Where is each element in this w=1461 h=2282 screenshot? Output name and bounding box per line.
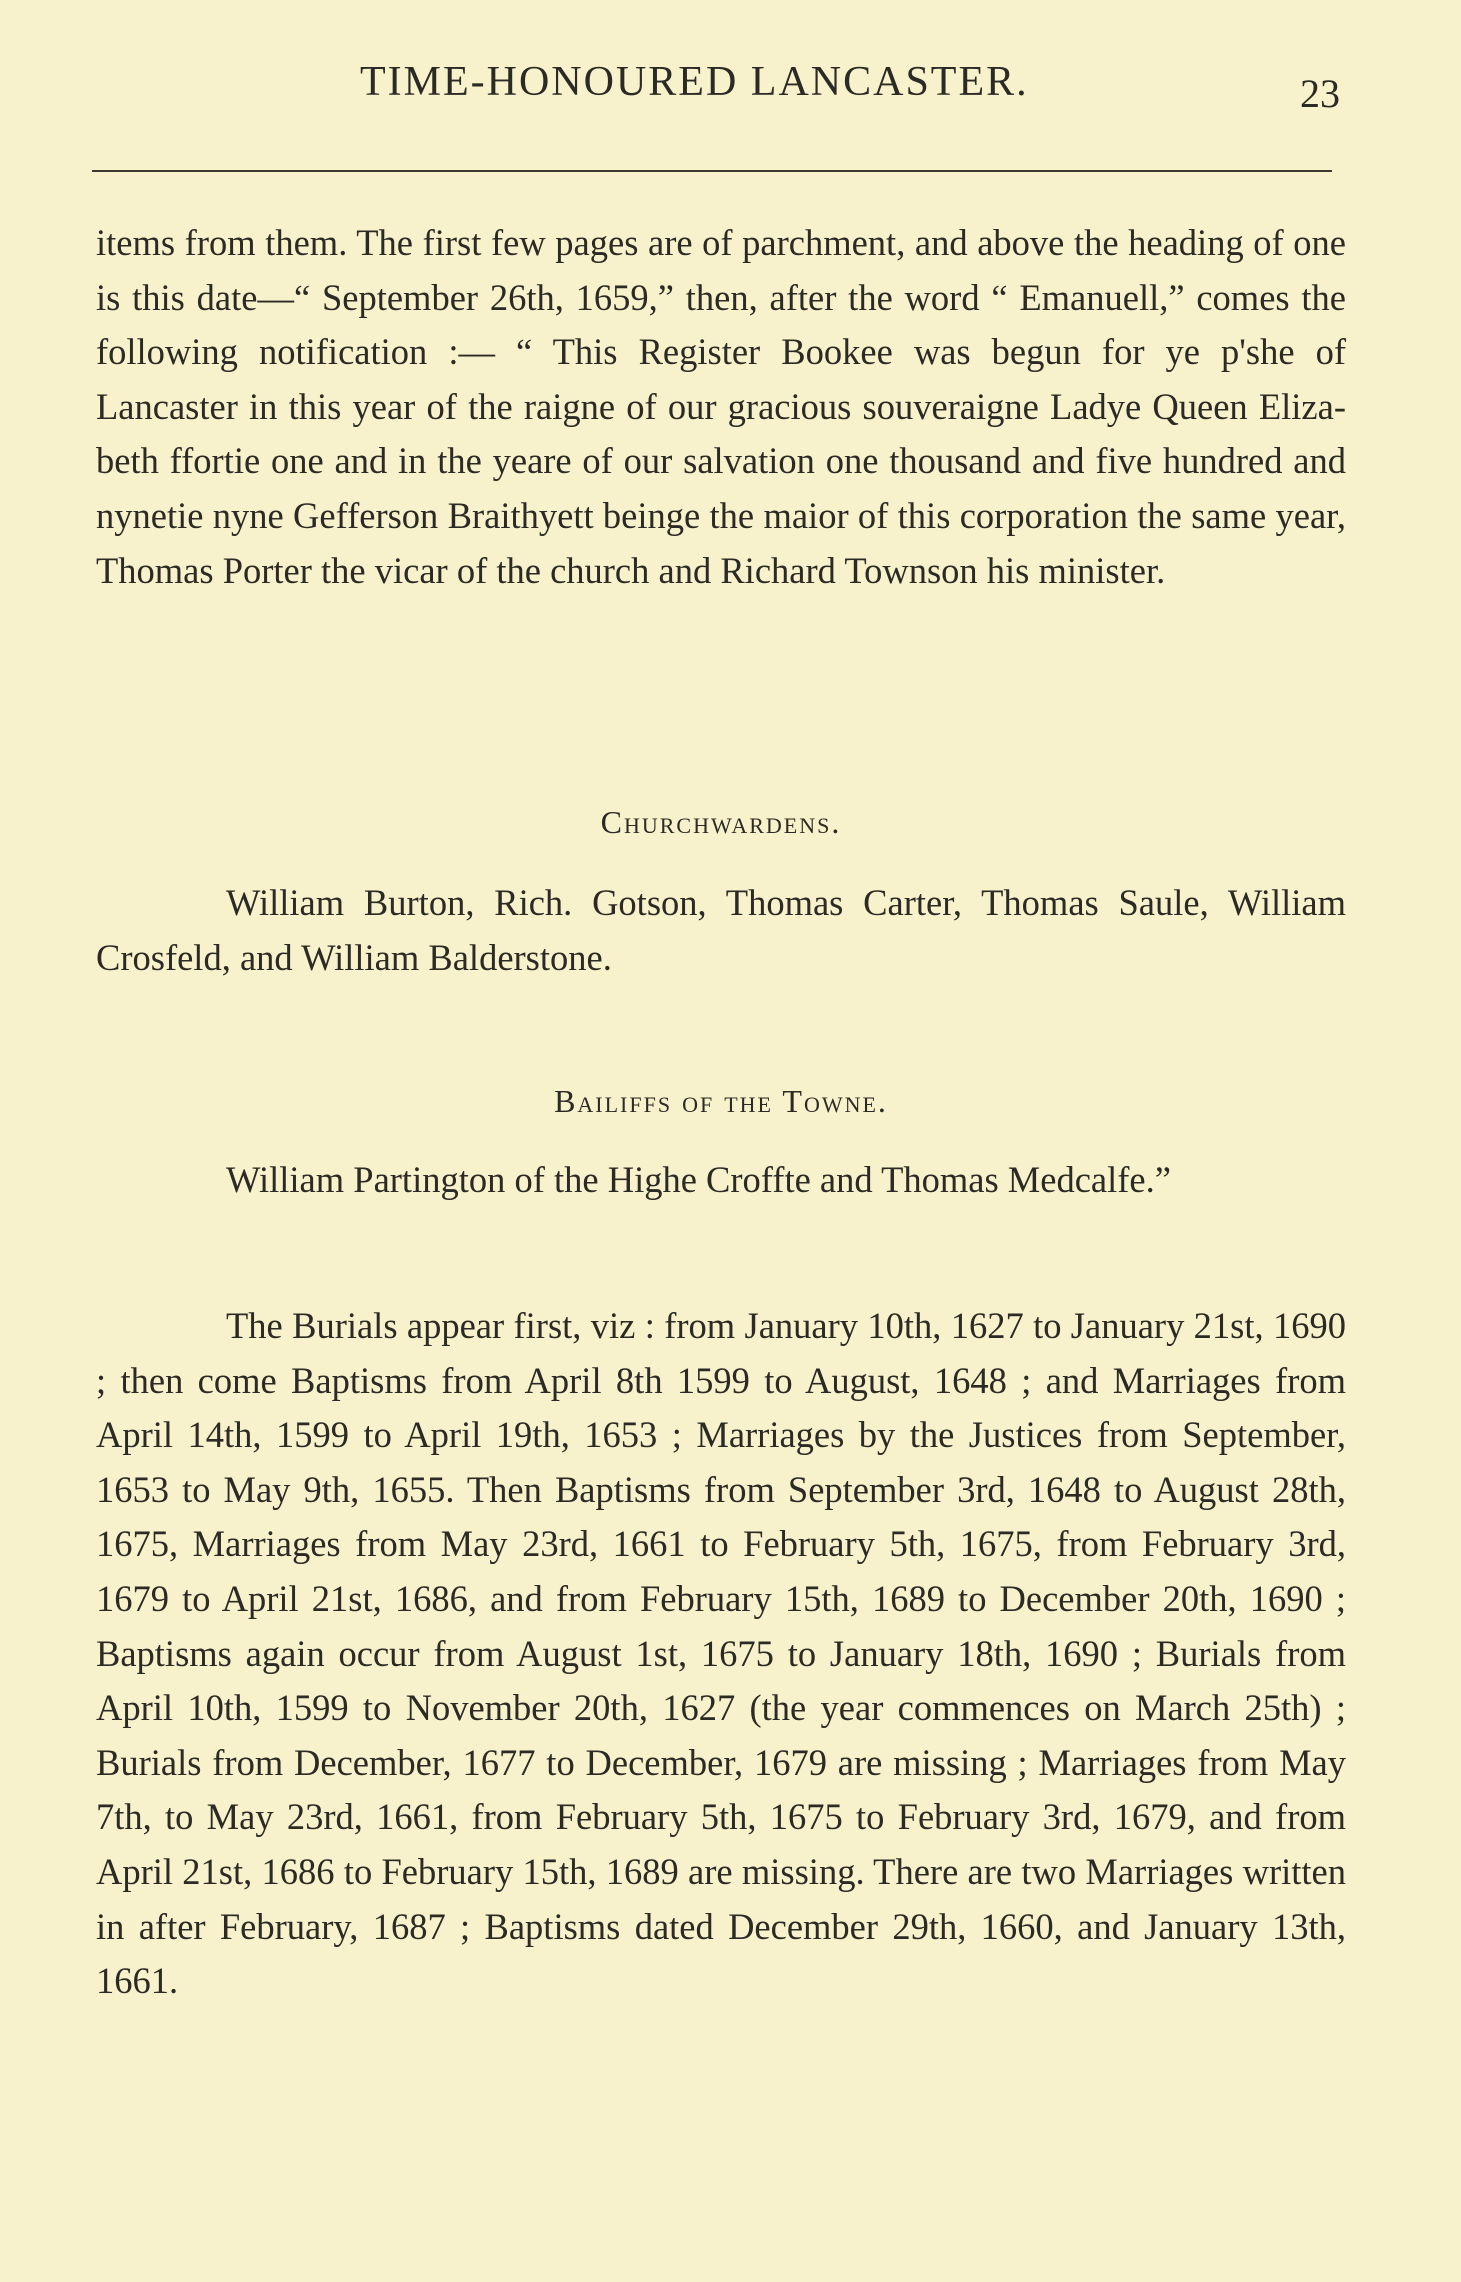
page-number: 23 bbox=[1300, 71, 1340, 116]
paragraph-bailiffs: William Partington of the Highe Croffte and Thomas Medcalfe.” bbox=[226, 1159, 1171, 1200]
heading-churchwardens: Churchwardens. bbox=[600, 804, 842, 840]
paragraph-register-intro: items from them. The first few pages are of parchment, and above the heading of one is this date—“ September 26th, 1659,” then, after the word “ Emanuell,” comes the following notification :— “ This Register Bookee was begun for ye p'she of Lancaster in this year of the raigne of our gracious souveraigne Ladye Queen Elizabeth ffortie one and in the yeare of our salvation one thousand and five hundred and nynetie nyne Gefferson Braithyett beinge the maior of this corporation the same year, Thomas Porter the vicar of the church and Richard Townson his minister. bbox=[96, 222, 1346, 591]
heading-bailiffs: Bailiffs of the Towne. bbox=[554, 1083, 888, 1119]
running-head-title: TIME-HONOURED LANCASTER. bbox=[360, 59, 1029, 105]
running-head bbox=[90, 58, 1340, 118]
paragraph-register-contents: The Burials appear first, viz : from January 10th, 1627 to January 21st, 1690 ; then come Baptisms from April 8th 1599 to August, 1648 ; and Marriages from April 14th, 1599 to April 19th, 1653 ; Marriages by the Justices from September, 1653 to May 9th, 1655. Then Baptisms from September 3rd, 1648 to August 28th, 1675, Marriages from May 23rd, 1661 to February 5th, 1675, from February 3rd, 1679 to April 21st, 1686, and from February 15th, 1689 to December 20th, 1690 ; Baptisms again occur from August 1st, 1675 to January 18th, 1690 ; Burials from April 10th, 1599 to November 20th, 1627 (the year commences on March 25th) ; Burials from December, 1677 to December, 1679 are missing ; Marriages from May 7th, to May 23rd, 1661, from February 5th, 1675 to February 3rd, 1679, and from April 21st, 1686 to February 15th, 1689 are missing. There are two Marriages written in after February, 1687 ; Baptisms dated December 29th, 1660, and January 13th, 1661. bbox=[96, 1305, 1346, 2002]
header-rule bbox=[92, 170, 1332, 172]
paragraph-churchwardens: William Burton, Rich. Gotson, Thomas Carter, Thomas Saule, William Crosfeld, and William Balderstone. bbox=[96, 882, 1346, 978]
